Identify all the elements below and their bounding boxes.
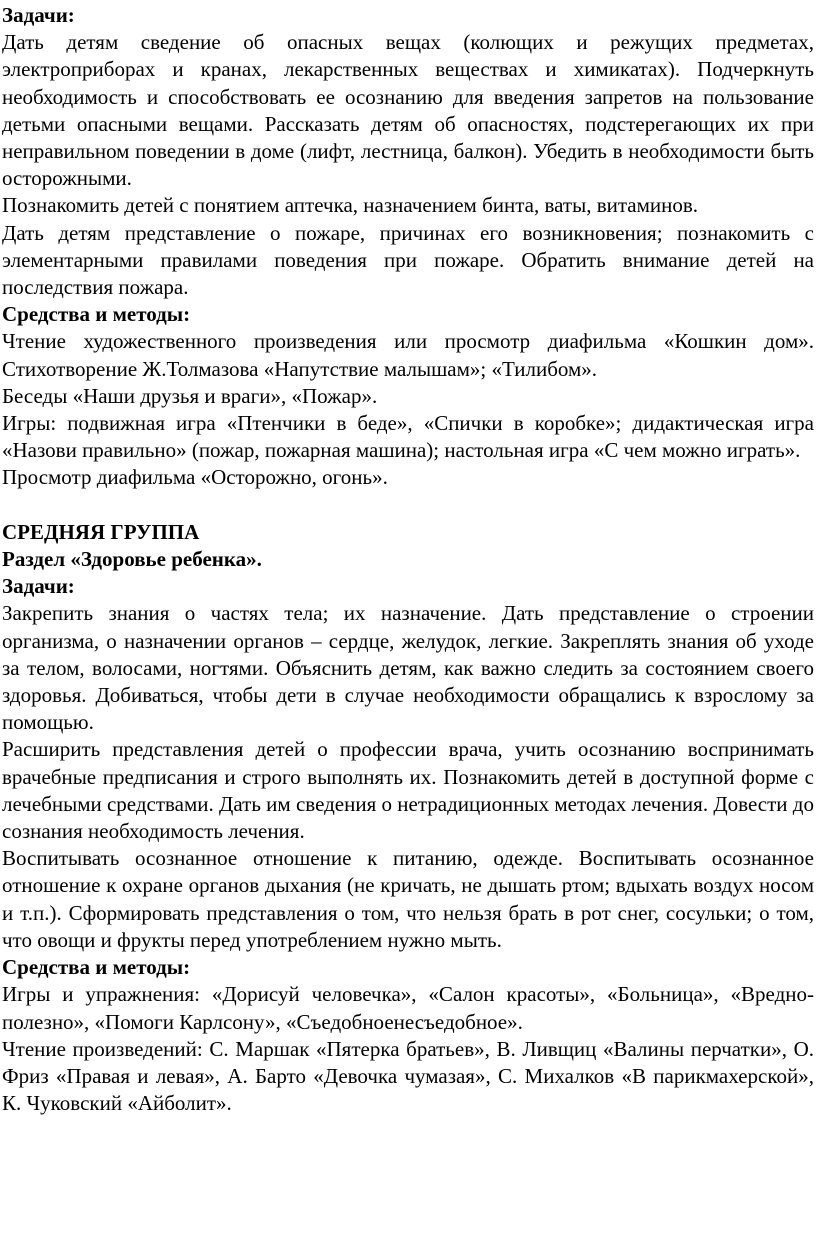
task-paragraph-dangerous-items: Дать детям сведение об опасных вещах (колющих и режущих предметах, электроприборах и кранах, лекарственных веществах и химикатах). Подчеркнуть необходимость и способствовать ее осознанию для введения запретов на пользование детьми опасными вещами. Рассказать детям об опасностях, подстерегающих их при неправильном поведении в доме (лифт, лестница, балкон). Убедить в необходимости быть осторожными. <box>2 30 814 191</box>
section-heading: Раздел «Здоровье ребенка». <box>2 547 262 572</box>
method-paragraph-games: Игры и упражнения: «Дорисуй человечка», «Салон красоты», «Больница», «Вредно-полезно», «Помоги Карлсону», «Съедобноенесъедобное». <box>2 982 814 1034</box>
task-paragraph-fire: Дать детям представление о пожаре, причинах его возникновения; познакомить с элементарными правилами поведения при пожаре. Обратить внимание детей на последствия пожара. <box>2 220 814 300</box>
task-paragraph-nutrition: Воспитывать осознанное отношение к питанию, одежде. Воспитывать осознанное отношение к охране органов дыхания (не кричать, не дышать ртом; вдыхать воздух носом и т.п.). Сформировать представления о том, что нельзя брать в рот снег, сосульки; о том, что овощи и фрукты перед употреблением нужно мыть. <box>2 846 814 952</box>
methods-heading: Средства и методы: <box>2 302 191 327</box>
method-paragraph-games: Игры: подвижная игра «Птенчики в беде», «Спички в коробке»; дидактическая игра «Назови правильно» (пожар, пожарная машина); настольная игра «С чем можно играть». <box>2 411 814 463</box>
group-heading: СРЕДНЯЯ ГРУППА <box>2 519 200 544</box>
method-paragraph-reading: Чтение произведений: С. Маршак «Пятерка братьев», В. Ливщиц «Валины перчатки», О. Фриз «Правая и левая», А. Барто «Девочка чумазая», С. Михалков «В парикмахерской», К. Чуковский «Айболит». <box>2 1036 814 1116</box>
method-paragraph-filmstrip: Просмотр диафильма «Осторожно, огонь». <box>2 465 388 490</box>
method-paragraph-talks: Беседы «Наши друзья и враги», «Пожар». <box>2 383 378 408</box>
tasks-heading: Задачи: <box>2 574 75 599</box>
task-paragraph-doctor: Расширить представления детей о профессии врача, учить осознанию воспринимать врачебные предписания и строго выполнять их. Познакомить детей в доступной форме с лечебными средствами. Дать им сведения о нетрадиционных методах лечения. Довести до сознания необходимость лечения. <box>2 737 814 844</box>
task-paragraph-first-aid-kit: Познакомить детей с понятием аптечка, назначением бинта, ваты, витаминов. <box>2 193 699 218</box>
tasks-heading: Задачи: <box>2 3 75 27</box>
task-paragraph-body-parts: Закрепить знания о частях тела; их назначение. Дать представление о строении организма, о назначении органов – сердце, желудок, легкие. Закреплять знания об уходе за телом, волосами, ногтями. Объяснить детям, как важно следить за состоянием своего здоровья. Добиваться, чтобы дети в случае необходимости обращались к взрослому за помощью. <box>2 601 814 735</box>
method-paragraph-reading: Чтение художественного произведения или просмотр диафильма «Кошкин дом». Стихотворение Ж.Толмазова «Напутствие малышам»; «Тилибом». <box>2 329 814 381</box>
methods-heading: Средства и методы: <box>2 955 191 980</box>
section-gap <box>2 492 814 519</box>
